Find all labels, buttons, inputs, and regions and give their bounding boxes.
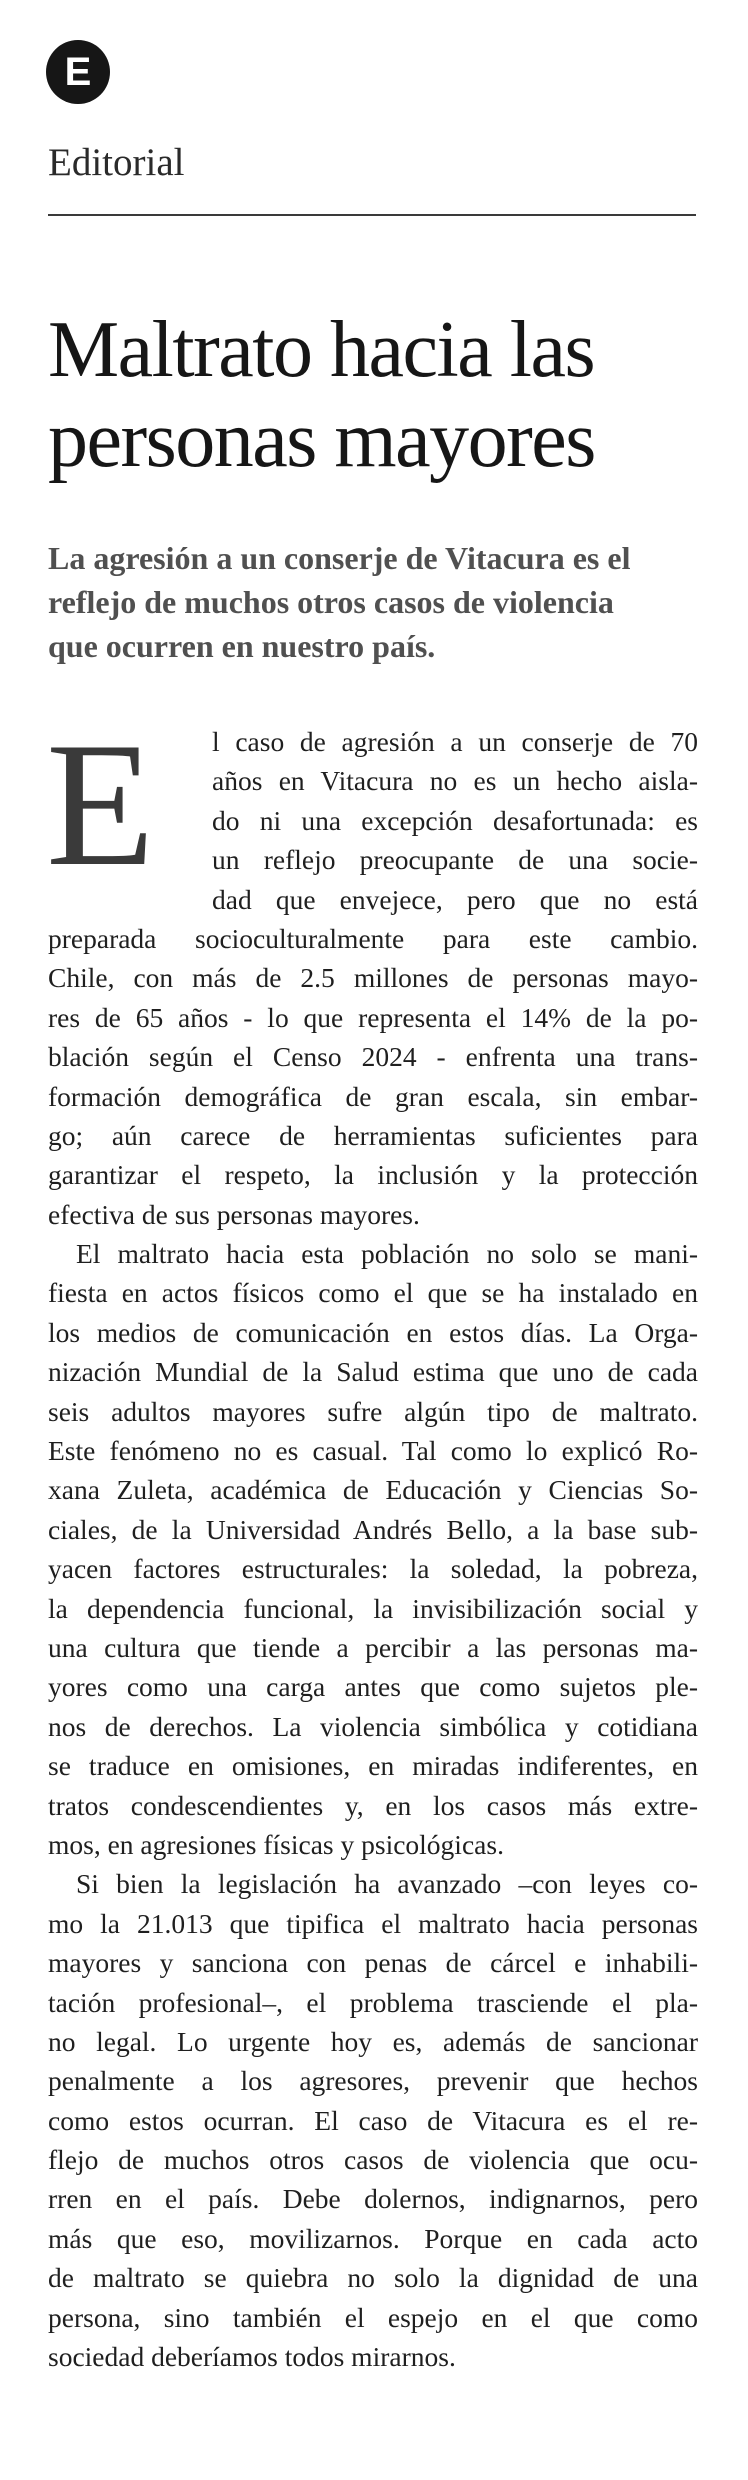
- body-line: mo la 21.013 que tipifica el maltrato hacia personas: [48, 1907, 698, 1939]
- body-line: l caso de agresión a un conserje de 70: [212, 726, 698, 757]
- body-line: dad que envejece, pero que no está: [212, 883, 698, 915]
- body-line: preparada socioculturalmente para este cambio.: [48, 922, 698, 954]
- body-line: sociedad deberíamos todos mirarnos.: [48, 2341, 456, 2373]
- body-line: tratos condescendientes y, en los casos más extre-: [48, 1789, 698, 1821]
- body-line: como estos ocurran. El caso de Vitacura es el re-: [48, 2104, 698, 2136]
- body-line: garantizar el respeto, la inclusión y la protección: [48, 1159, 698, 1191]
- body-line: formación demográfica de gran escala, sin embar-: [48, 1080, 698, 1112]
- body-line: rren en el país. Debe dolernos, indignarnos, pero: [48, 2183, 698, 2215]
- drop-cap: E: [46, 705, 155, 903]
- body-line: flejo de muchos otros casos de violencia que ocu-: [48, 2144, 698, 2176]
- body-line: más que eso, movilizarnos. Porque en cada acto: [48, 2222, 698, 2254]
- body-line: Si bien la legislación ha avanzado –con leyes co-: [76, 1868, 698, 1900]
- body-line: fiesta en actos físicos como el que se ha instalado en: [48, 1277, 698, 1309]
- body-line: se traduce en omisiones, en miradas indiferentes, en: [48, 1750, 698, 1782]
- headline-line: personas mayores: [48, 396, 595, 484]
- body-line: mayores y sanciona con penas de cárcel e inhabili-: [48, 1947, 698, 1979]
- body-line: ciales, de la Universidad Andrés Bello, a la base sub-: [48, 1513, 698, 1545]
- body-line: seis adultos mayores sufre algún tipo de maltrato.: [48, 1395, 698, 1427]
- body-line: yores como una carga antes que como sujetos ple-: [48, 1671, 698, 1703]
- body-line: do ni una excepción desafortunada: es: [212, 804, 698, 836]
- body-line: tación profesional–, el problema trasciende el pla-: [48, 1986, 698, 2018]
- body-line: go; aún carece de herramientas suficientes para: [48, 1119, 698, 1151]
- body-line: los medios de comunicación en estos días. La Orga-: [48, 1316, 698, 1348]
- deck-line: La agresión a un conserje de Vitacura es el: [48, 540, 631, 576]
- editorial-badge-icon: E: [46, 40, 110, 104]
- section-label: Editorial: [48, 141, 185, 184]
- body-line: un reflejo preocupante de una socie-: [212, 844, 698, 876]
- body-line: res de 65 años - lo que representa el 14% de la po-: [48, 1001, 698, 1033]
- deck-line: reflejo de muchos otros casos de violencia: [48, 584, 614, 620]
- body-line: blación según el Censo 2024 - enfrenta una trans-: [48, 1041, 698, 1073]
- body-line: de maltrato se quiebra no solo la dignidad de una: [48, 2262, 698, 2294]
- deck-subtitle: [48, 536, 728, 668]
- body-line: nización Mundial de la Salud estima que uno de cada: [48, 1356, 698, 1388]
- body-line: Este fenómeno no es casual. Tal como lo explicó Ro-: [48, 1435, 698, 1467]
- body-line: penalmente a los agresores, prevenir que hechos: [48, 2065, 698, 2097]
- body-line: nos de derechos. La violencia simbólica y cotidiana: [48, 1710, 698, 1742]
- body-line: Chile, con más de 2.5 millones de personas mayo-: [48, 962, 698, 994]
- body-line: yacen factores estructurales: la soledad, la pobreza,: [48, 1553, 698, 1585]
- body-line: El maltrato hacia esta población no solo se mani-: [76, 1238, 698, 1270]
- deck-line: que ocurren en nuestro país.: [48, 628, 436, 664]
- body-line: una cultura que tiende a percibir a las personas ma-: [48, 1631, 698, 1663]
- body-line: xana Zuleta, académica de Educación y Ciencias So-: [48, 1474, 698, 1506]
- headline-line: Maltrato hacia las: [48, 306, 595, 394]
- body-line: la dependencia funcional, la invisibilización social y: [48, 1592, 698, 1624]
- body-line: años en Vitacura no es un hecho aisla-: [212, 765, 698, 797]
- body-line: no legal. Lo urgente hoy es, además de sancionar: [48, 2025, 698, 2057]
- body-line: efectiva de sus personas mayores.: [48, 1198, 420, 1230]
- body-line: persona, sino también el espejo en el que como: [48, 2301, 698, 2333]
- body-line: mos, en agresiones físicas y psicológicas.: [48, 1828, 504, 1860]
- section-divider: [48, 214, 696, 216]
- article-body: [46, 705, 698, 2376]
- headline: [48, 305, 728, 485]
